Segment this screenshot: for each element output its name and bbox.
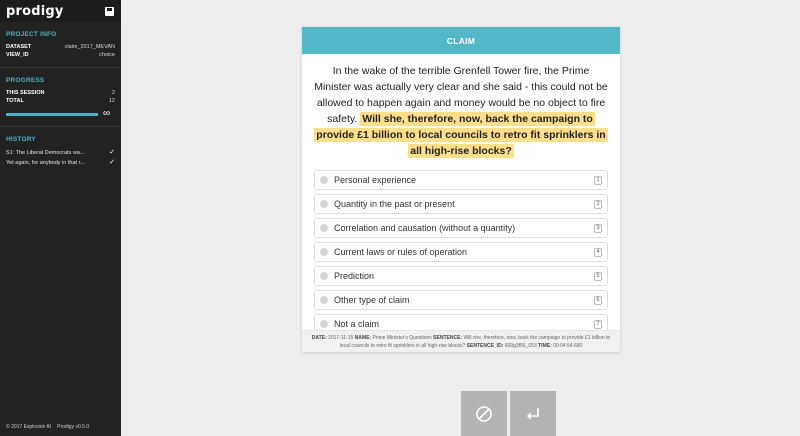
meta-sentence: Will she, therefore, now, back the campaign to provide £1 billion to local councils to retro fit sprinklers in all high-rise blocks? <box>339 335 611 349</box>
history-item-text: Yet again, for anybody in that r... <box>6 160 85 166</box>
card-meta <box>302 330 620 352</box>
history-section <box>0 127 121 176</box>
meta-sentence-label: SENTENCE: <box>433 335 463 341</box>
radio-icon <box>320 224 328 232</box>
radio-icon <box>320 272 328 280</box>
choice-options <box>302 170 620 334</box>
option-prediction[interactable] <box>314 266 608 286</box>
option-label: Correlation and causation (without a quantity) <box>334 223 516 233</box>
project-info-row <box>6 51 115 59</box>
view-id-value: choice <box>99 52 115 58</box>
option-label: Personal experience <box>334 175 417 185</box>
meta-sentence-id: 609g3f56_053 <box>504 343 537 349</box>
progress-bar-row <box>6 110 115 118</box>
meta-name: Prime Minister's Questions <box>372 335 432 341</box>
meta-date-label: DATE: <box>311 335 327 341</box>
enter-icon <box>524 405 542 423</box>
shortcut-key: 7 <box>594 320 602 329</box>
progress-row <box>6 89 115 97</box>
infinity-icon: ∞ <box>103 108 111 119</box>
project-info-section <box>0 22 121 68</box>
checkmark-icon: ✓ <box>109 159 115 166</box>
meta-name-label: NAME: <box>354 335 372 341</box>
option-label: Prediction <box>334 271 375 281</box>
view-id-label: VIEW_ID <box>6 52 29 58</box>
option-personal-experience[interactable] <box>314 170 608 190</box>
radio-icon <box>320 296 328 304</box>
option-label: Not a claim <box>334 319 380 329</box>
radio-icon <box>320 200 328 208</box>
project-info-row <box>6 43 115 51</box>
annotation-card <box>302 27 620 352</box>
shortcut-key: 5 <box>594 272 602 281</box>
sidebar <box>0 0 121 436</box>
progress-row <box>6 97 115 105</box>
history-title: HISTORY <box>6 136 36 143</box>
total-value: 12 <box>108 98 115 104</box>
ignore-button[interactable] <box>461 391 507 436</box>
radio-icon <box>320 176 328 184</box>
shortcut-key: 6 <box>594 296 602 305</box>
this-session-label: THIS SESSION <box>6 90 45 96</box>
this-session-value: 2 <box>111 90 115 96</box>
option-label: Current laws or rules of operation <box>334 247 468 257</box>
meta-time-label: TIME: <box>538 343 552 349</box>
history-item[interactable] <box>6 148 115 158</box>
history-item-text: S1: The Liberal Democrats wa... <box>6 150 85 156</box>
project-info-title: PROJECT INFO <box>6 31 57 38</box>
copyright-text: © 2017 Explosion AI <box>6 424 52 430</box>
submit-button[interactable] <box>510 391 556 436</box>
option-current-laws[interactable] <box>314 242 608 262</box>
progress-title: PROGRESS <box>6 77 45 84</box>
meta-time: 00:04:54.680 <box>553 343 583 349</box>
shortcut-key: 3 <box>594 224 602 233</box>
claim-plain-text: In the wake of the terrible Grenfell Tower fire, the Prime Minister was actually very clear and she said - this could not be allowed to happen again and money would be no object to fire safety. <box>314 65 608 125</box>
version-text: Prodigy v0.5.0 <box>57 424 90 430</box>
progress-bar <box>6 113 98 116</box>
option-correlation[interactable] <box>314 218 608 238</box>
shortcut-key: 1 <box>594 176 602 185</box>
radio-icon <box>320 248 328 256</box>
option-quantity[interactable] <box>314 194 608 214</box>
history-item[interactable] <box>6 158 115 168</box>
meta-sentence-id-label: SENTENCE_ID: <box>466 343 504 349</box>
dataset-value: claim_2017_MEVAN <box>64 44 115 50</box>
sidebar-header <box>0 0 121 22</box>
dataset-label: DATASET <box>6 44 32 50</box>
meta-date: 2017-11-15 <box>328 335 354 341</box>
shortcut-key: 4 <box>594 248 602 257</box>
option-other-claim[interactable] <box>314 290 608 310</box>
card-header: CLAIM <box>302 27 620 54</box>
radio-icon <box>320 320 328 328</box>
progress-section <box>0 68 121 127</box>
save-icon[interactable] <box>105 7 114 16</box>
option-label: Other type of claim <box>334 295 410 305</box>
sidebar-footer <box>6 424 89 430</box>
shortcut-key: 2 <box>594 200 602 209</box>
claim-highlighted-text: Will she, therefore, now, back the campaign to provide £1 billion to local councils to retro fit sprinklers in all high-rise blocks? <box>316 113 606 157</box>
option-label: Quantity in the past or present <box>334 199 455 209</box>
checkmark-icon: ✓ <box>109 149 115 156</box>
ban-icon <box>475 405 493 423</box>
claim-text <box>302 54 620 170</box>
app-logo: prodigy <box>6 3 64 19</box>
total-label: TOTAL <box>6 98 24 104</box>
